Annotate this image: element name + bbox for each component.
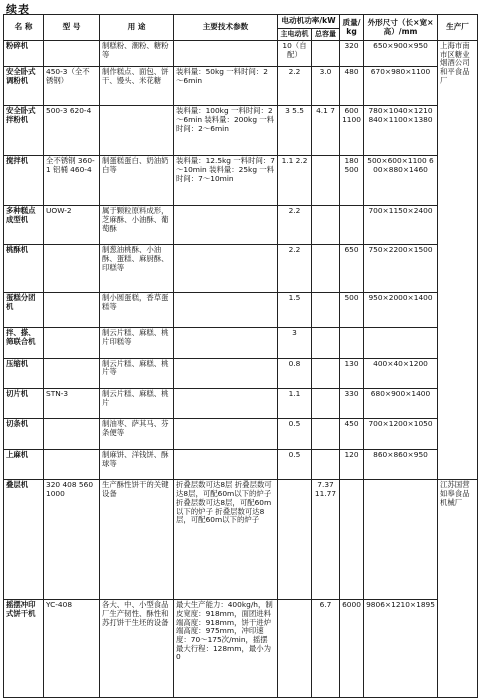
row-mass: 6000 <box>340 600 364 698</box>
row-dims: 750×2200×1500 <box>364 245 438 293</box>
row-model <box>44 358 100 388</box>
row-power-total: 6.7 <box>312 600 340 698</box>
row-mass: 480 <box>340 67 364 106</box>
row-power-main: 0.5 <box>278 449 312 479</box>
row-params <box>174 389 278 419</box>
row-dims: 500×600×1100 600×880×1460 <box>364 156 438 206</box>
row-usage: 制云片糕、麻糕、桃片等 <box>100 358 174 388</box>
row-power-total <box>312 206 340 245</box>
header-params: 主要技术参数 <box>174 15 278 41</box>
header-dims: 外形尺寸（长×宽×高）/mm <box>364 15 438 41</box>
row-dims: 670×980×1100 <box>364 67 438 106</box>
row-model: 500-3 620-4 <box>44 106 100 156</box>
row-model <box>44 449 100 479</box>
header-usage: 用 途 <box>100 15 174 41</box>
row-power-main: 0.5 <box>278 419 312 449</box>
table-row <box>4 41 478 67</box>
row-name: 蛋糕分团机 <box>4 293 44 328</box>
row-params <box>174 41 278 67</box>
row-power-total <box>312 156 340 206</box>
row-mass: 600 1100 <box>340 106 364 156</box>
table-row <box>4 328 478 358</box>
row-params <box>174 206 278 245</box>
row-usage: 制蛋糕蛋白、奶油奶白等 <box>100 156 174 206</box>
row-model: 320 408 560 1000 <box>44 480 100 600</box>
row-name: 压缩机 <box>4 358 44 388</box>
row-usage: 制云片糕、麻糕、桃片 <box>100 389 174 419</box>
row-mass: 130 <box>340 358 364 388</box>
header-power-main: 主电动机 <box>278 29 312 41</box>
row-name: 上麻机 <box>4 449 44 479</box>
row-usage: 制油枣、萨其马、芬条便等 <box>100 419 174 449</box>
row-params: 最大生产能力：400kg/h，制皮宽度：918mm，面团进料端高度：918mm，饼干进炉端高度：975mm，冲印速度：70～175次/min，摇摆最大行程：128mm，最小为0 <box>174 600 278 698</box>
row-dims: 950×2000×1400 <box>364 293 438 328</box>
row-usage: 生产酥性饼干的关键设备 <box>100 480 174 600</box>
row-model: 450-3（全不锈钢） <box>44 67 100 106</box>
header-power: 电动机功率/kW <box>278 15 340 29</box>
row-usage: 制小圆蛋糕，香草蛋糕等 <box>100 293 174 328</box>
row-dims: 680×900×1400 <box>364 389 438 419</box>
row-model <box>44 419 100 449</box>
row-name: 多种糕点成型机 <box>4 206 44 245</box>
row-mass: 450 <box>340 419 364 449</box>
row-power-main: 1.1 <box>278 389 312 419</box>
equipment-table <box>3 14 478 698</box>
row-power-total <box>312 293 340 328</box>
row-name: 摇摆冲印式饼干机 <box>4 600 44 698</box>
row-mass: 120 <box>340 449 364 479</box>
maker-jiangsu: 江苏国营如皋食品机械厂 <box>438 480 478 698</box>
row-power-main: 1.5 <box>278 293 312 328</box>
row-model <box>44 293 100 328</box>
row-model <box>44 41 100 67</box>
row-usage: 制糕粉、潮粉、糖粉等 <box>100 41 174 67</box>
table-row <box>4 449 478 479</box>
row-power-total <box>312 449 340 479</box>
row-mass: 180 500 <box>340 156 364 206</box>
row-model <box>44 245 100 293</box>
row-mass: 330 <box>340 389 364 419</box>
row-params <box>174 419 278 449</box>
row-power-total <box>312 328 340 358</box>
row-dims: 400×40×1200 <box>364 358 438 388</box>
row-name: 粉碎机 <box>4 41 44 67</box>
row-power-total <box>312 41 340 67</box>
row-power-total <box>312 245 340 293</box>
row-power-main: 0.8 <box>278 358 312 388</box>
header-name: 名 称 <box>4 15 44 41</box>
table-row <box>4 480 478 600</box>
row-params: 装料量：12.5kg 一料时间：7～10min 装料量：25kg 一料时间：7～10min <box>174 156 278 206</box>
row-params <box>174 293 278 328</box>
row-mass <box>340 480 364 600</box>
row-power-main: 3 5.5 <box>278 106 312 156</box>
row-model: UOW-2 <box>44 206 100 245</box>
maker-shanghai: 上海市南市区糖业烟酒公司和平食品厂 <box>438 41 478 480</box>
row-params <box>174 358 278 388</box>
row-dims: 650×900×950 <box>364 41 438 67</box>
row-dims: 700×1200×1050 <box>364 419 438 449</box>
row-power-main: 10（自配） <box>278 41 312 67</box>
row-power-total: 7.37 11.77 <box>312 480 340 600</box>
table-row <box>4 293 478 328</box>
row-usage: 制云片糕、麻糕、桃片印糕等 <box>100 328 174 358</box>
row-power-total <box>312 389 340 419</box>
table-row <box>4 389 478 419</box>
row-params: 装料量：100kg 一料时间：2～6min 装料量：200kg 一料时间：2～6min <box>174 106 278 156</box>
table-row <box>4 245 478 293</box>
row-power-total: 4.1 7 <box>312 106 340 156</box>
table-row <box>4 156 478 206</box>
row-model <box>44 328 100 358</box>
row-name: 安全卧式调粉机 <box>4 67 44 106</box>
row-power-total <box>312 358 340 388</box>
row-dims <box>364 328 438 358</box>
row-name: 切条机 <box>4 419 44 449</box>
row-mass: 320 <box>340 41 364 67</box>
table-row <box>4 206 478 245</box>
row-name: 桃酥机 <box>4 245 44 293</box>
row-dims <box>364 480 438 600</box>
row-mass <box>340 328 364 358</box>
row-usage: 制作糕点、面包、饼干、馒头、米花糖 <box>100 67 174 106</box>
row-name: 叠层机 <box>4 480 44 600</box>
row-power-total <box>312 419 340 449</box>
row-power-main <box>278 600 312 698</box>
table-row <box>4 358 478 388</box>
row-usage: 制葱油桃酥、小油酥、蛋糕、麻厨酥、印糕等 <box>100 245 174 293</box>
table-row <box>4 67 478 106</box>
row-power-main: 2.2 <box>278 245 312 293</box>
row-model: STN-3 <box>44 389 100 419</box>
row-model: YC-408 <box>44 600 100 698</box>
row-params <box>174 449 278 479</box>
row-dims: 780×1040×1210 840×1100×1380 <box>364 106 438 156</box>
row-name: 切片机 <box>4 389 44 419</box>
row-dims: 9806×1210×1895 <box>364 600 438 698</box>
row-mass: 500 <box>340 293 364 328</box>
row-dims: 700×1150×2400 <box>364 206 438 245</box>
row-power-main: 2.2 <box>278 67 312 106</box>
row-power-main: 1.1 2.2 <box>278 156 312 206</box>
row-params: 装料量：50kg 一料时间：2～6min <box>174 67 278 106</box>
row-usage: 各大、中、小型食品厂生产韧性、酥性和苏打饼干生坯的设备 <box>100 600 174 698</box>
row-usage: 属于颗粒原料成形，芝麻酥、小油酥、葡萄酥 <box>100 206 174 245</box>
header-maker: 生产厂 <box>438 15 478 41</box>
row-power-total: 3.0 <box>312 67 340 106</box>
table-row <box>4 600 478 698</box>
row-params <box>174 245 278 293</box>
row-name: 安全卧式拌粉机 <box>4 106 44 156</box>
row-usage <box>100 106 174 156</box>
table-row <box>4 106 478 156</box>
row-params: 折叠层数可达8层 折叠层数可达8层，可配60m以下的炉子 折叠层数可达8层，可配60m以下的炉子 折叠层数可达8层，可配60m以下的炉子 <box>174 480 278 600</box>
row-power-main: 3 <box>278 328 312 358</box>
table-row <box>4 419 478 449</box>
row-power-main <box>278 480 312 600</box>
row-mass: 650 <box>340 245 364 293</box>
row-params <box>174 328 278 358</box>
row-mass <box>340 206 364 245</box>
table-caption: 续表 <box>6 3 30 16</box>
row-name: 拌、搽、筛联合机 <box>4 328 44 358</box>
header-mass: 质量/kg <box>340 15 364 41</box>
header-power-total: 总容量 <box>312 29 340 41</box>
row-model: 全不锈钢 360-1 铝桶 460-4 <box>44 156 100 206</box>
row-dims: 860×860×950 <box>364 449 438 479</box>
row-usage: 制麻饼、洋钱饼、酥球等 <box>100 449 174 479</box>
row-power-main: 2.2 <box>278 206 312 245</box>
row-name: 搅拌机 <box>4 156 44 206</box>
header-model: 型 号 <box>44 15 100 41</box>
